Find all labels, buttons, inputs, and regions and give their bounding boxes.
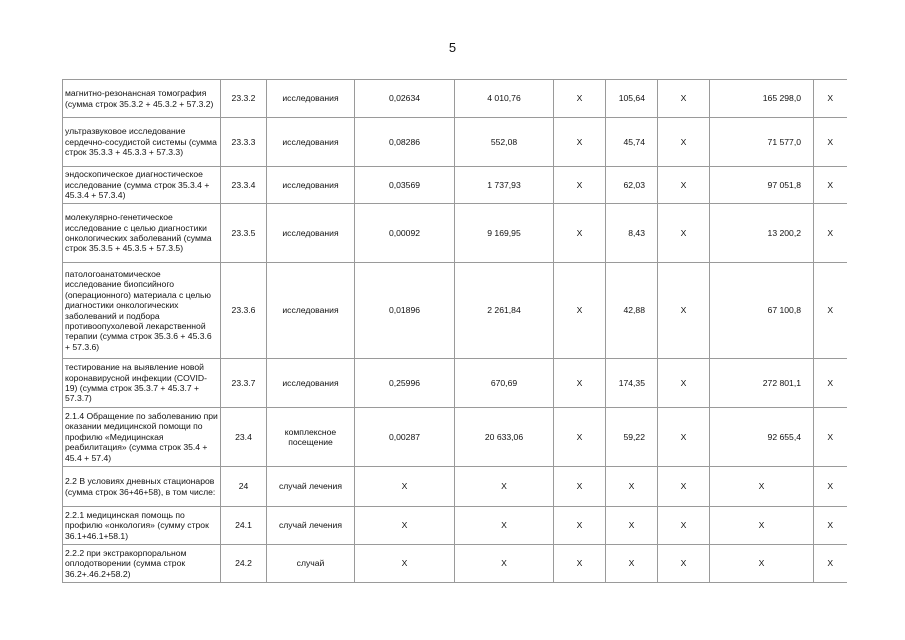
cell-x: Х bbox=[455, 467, 554, 507]
cell-x: Х bbox=[814, 167, 847, 204]
table-row bbox=[63, 80, 847, 118]
cell-cost: 9 169,95 bbox=[455, 204, 554, 263]
cell-x: Х bbox=[658, 467, 710, 507]
table-row bbox=[63, 204, 847, 263]
row-unit: исследования bbox=[267, 359, 355, 408]
row-unit: исследования bbox=[267, 118, 355, 167]
row-code: 24.2 bbox=[221, 545, 267, 583]
row-description: 2.2 В условиях дневных стационаров (сумма строк 36+46+58), в том числе: bbox=[63, 467, 221, 507]
row-description: тестирование на выявление новой коронавирусной инфекции (COVID-19) (сумма строк 35.3.7 + 45.3.7 + 57.3.7) bbox=[63, 359, 221, 408]
table-row bbox=[63, 408, 847, 467]
cell-x: Х bbox=[554, 204, 606, 263]
cell-x: Х bbox=[455, 507, 554, 545]
row-code: 23.4 bbox=[221, 408, 267, 467]
cell-x: Х bbox=[554, 359, 606, 408]
cell-x: Х bbox=[814, 545, 847, 583]
table-row bbox=[63, 467, 847, 507]
cell-cost: 2 261,84 bbox=[455, 263, 554, 359]
cell-x: Х bbox=[554, 167, 606, 204]
row-code: 23.3.7 bbox=[221, 359, 267, 408]
row-code: 23.3.4 bbox=[221, 167, 267, 204]
row-code: 23.3.2 bbox=[221, 80, 267, 118]
row-code: 23.3.3 bbox=[221, 118, 267, 167]
page-number: 5 bbox=[448, 40, 457, 55]
cell-total: 97 051,8 bbox=[710, 167, 814, 204]
cell-x: Х bbox=[355, 507, 455, 545]
cell-cost: 1 737,93 bbox=[455, 167, 554, 204]
row-description: 2.1.4 Обращение по заболеванию при оказании медицинской помощи по профилю «Медицинская реабилитация» (сумма строк 35.4 + 45.4 + 57.4) bbox=[63, 408, 221, 467]
cell-cost: 4 010,76 bbox=[455, 80, 554, 118]
table-row bbox=[63, 359, 847, 408]
row-code: 23.3.6 bbox=[221, 263, 267, 359]
cell-x: Х bbox=[554, 80, 606, 118]
cell-x: Х bbox=[710, 545, 814, 583]
cell-x: Х bbox=[814, 467, 847, 507]
cell-x: Х bbox=[658, 204, 710, 263]
cell-x: Х bbox=[606, 545, 658, 583]
cell-x: Х bbox=[814, 263, 847, 359]
cell-rate: 0,25996 bbox=[355, 359, 455, 408]
cell-rate: 0,00287 bbox=[355, 408, 455, 467]
cell-x: Х bbox=[814, 118, 847, 167]
cell-rate: 0,01896 bbox=[355, 263, 455, 359]
cell-x: Х bbox=[658, 545, 710, 583]
cell-norm: 8,43 bbox=[606, 204, 658, 263]
cell-total: 92 655,4 bbox=[710, 408, 814, 467]
row-description: патологоанатомическое исследование биопсийного (операционного) материала с целью диагностики онкологических заболеваний и подбора противоопухолевой лекарственной терапии (сумма строк 35.3.6 + 45.3.6 + 57.3.6) bbox=[63, 263, 221, 359]
row-description: молекулярно-генетическое исследование с целью диагностики онкологических заболеваний (сумма строк 35.3.5 + 45.3.5 + 57.3.5) bbox=[63, 204, 221, 263]
cell-x: Х bbox=[658, 263, 710, 359]
cell-total: 272 801,1 bbox=[710, 359, 814, 408]
table-row bbox=[63, 118, 847, 167]
cell-norm: 174,35 bbox=[606, 359, 658, 408]
cell-x: Х bbox=[355, 545, 455, 583]
cell-rate: 0,02634 bbox=[355, 80, 455, 118]
cell-total: 71 577,0 bbox=[710, 118, 814, 167]
cell-x: Х bbox=[814, 80, 847, 118]
cell-norm: 62,03 bbox=[606, 167, 658, 204]
cell-norm: 59,22 bbox=[606, 408, 658, 467]
row-unit: исследования bbox=[267, 263, 355, 359]
table-row bbox=[63, 545, 847, 583]
row-code: 24 bbox=[221, 467, 267, 507]
cell-x: Х bbox=[554, 118, 606, 167]
cell-x: Х bbox=[658, 408, 710, 467]
cell-x: Х bbox=[606, 507, 658, 545]
cell-x: Х bbox=[814, 359, 847, 408]
cell-x: Х bbox=[710, 507, 814, 545]
cell-x: Х bbox=[554, 467, 606, 507]
row-unit: исследования bbox=[267, 204, 355, 263]
cell-x: Х bbox=[606, 467, 658, 507]
cell-norm: 105,64 bbox=[606, 80, 658, 118]
cell-total: 165 298,0 bbox=[710, 80, 814, 118]
row-description: ультразвуковое исследование сердечно-сосудистой системы (сумма строк 35.3.3 + 45.3.3 + 57.3.3) bbox=[63, 118, 221, 167]
cell-rate: 0,03569 bbox=[355, 167, 455, 204]
cell-norm: 45,74 bbox=[606, 118, 658, 167]
row-description: эндоскопическое диагностическое исследование (сумма строк 35.3.4 + 45.3.4 + 57.3.4) bbox=[63, 167, 221, 204]
row-unit: исследования bbox=[267, 167, 355, 204]
cell-x: Х bbox=[658, 118, 710, 167]
row-code: 23.3.5 bbox=[221, 204, 267, 263]
row-unit: случай лечения bbox=[267, 507, 355, 545]
row-description: 2.2.2 при экстракорпоральном оплодотворении (сумма строк 36.2+.46.2+58.2) bbox=[63, 545, 221, 583]
cell-x: Х bbox=[814, 408, 847, 467]
table-row bbox=[63, 263, 847, 359]
cell-total: 13 200,2 bbox=[710, 204, 814, 263]
cell-x: Х bbox=[658, 80, 710, 118]
cell-cost: 20 633,06 bbox=[455, 408, 554, 467]
table-row bbox=[63, 507, 847, 545]
cell-total: 67 100,8 bbox=[710, 263, 814, 359]
row-unit: исследования bbox=[267, 80, 355, 118]
cell-x: Х bbox=[554, 507, 606, 545]
row-unit: комплексное посещение bbox=[267, 408, 355, 467]
row-unit: случай bbox=[267, 545, 355, 583]
cell-x: Х bbox=[355, 467, 455, 507]
cell-x: Х bbox=[658, 507, 710, 545]
cell-x: Х bbox=[710, 467, 814, 507]
cell-x: Х bbox=[554, 408, 606, 467]
cell-x: Х bbox=[554, 545, 606, 583]
cell-cost: 670,69 bbox=[455, 359, 554, 408]
cell-norm: 42,88 bbox=[606, 263, 658, 359]
cell-rate: 0,00092 bbox=[355, 204, 455, 263]
cell-x: Х bbox=[814, 204, 847, 263]
cell-cost: 552,08 bbox=[455, 118, 554, 167]
cell-x: Х bbox=[658, 167, 710, 204]
row-description: 2.2.1 медицинская помощь по профилю «онкология» (сумму строк 36.1+46.1+58.1) bbox=[63, 507, 221, 545]
cell-rate: 0,08286 bbox=[355, 118, 455, 167]
row-unit: случай лечения bbox=[267, 467, 355, 507]
cell-x: Х bbox=[814, 507, 847, 545]
cell-x: Х bbox=[658, 359, 710, 408]
cell-x: Х bbox=[554, 263, 606, 359]
row-code: 24.1 bbox=[221, 507, 267, 545]
row-description: магнитно-резонансная томография (сумма строк 35.3.2 + 45.3.2 + 57.3.2) bbox=[63, 80, 221, 118]
cell-x: Х bbox=[455, 545, 554, 583]
table-row bbox=[63, 167, 847, 204]
data-table bbox=[62, 79, 847, 583]
